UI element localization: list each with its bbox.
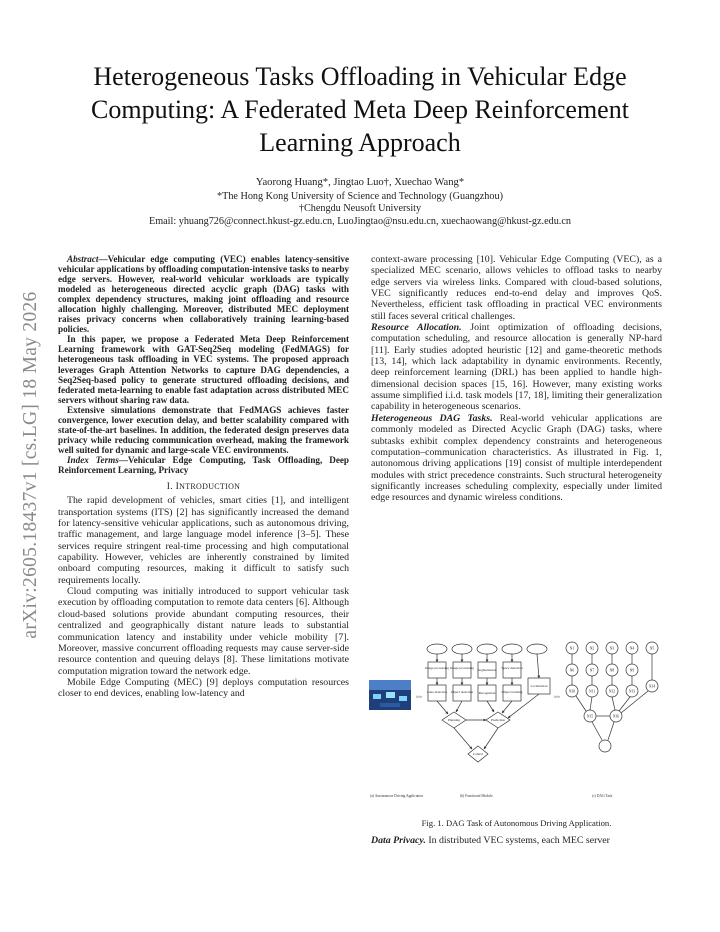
intro-paragraph-1: The rapid development of vehicles, smart cities [1], and intelligent transportation systems (ITS) [2] has significantly increased the demand for latency-sensitive vehicular applications, such as autonomous driving, traffic management, and large language model inference [3–5]. These services require stringent real-time processing and high computational capability. However, vehicles are inherently constrained by limited onboard computing resources, making it difficult to satisfy such requirements locally. (58, 495, 349, 586)
svg-text:N10: N10 (568, 689, 576, 694)
index-terms-label: Index Terms (67, 454, 119, 465)
svg-text:Object tracking: Object tracking (501, 690, 523, 694)
svg-text:Object detection: Object detection (450, 690, 474, 694)
svg-text:Prediction: Prediction (491, 718, 505, 722)
author-block (60, 177, 660, 228)
author-names: Yaorong Huang*, Jingtao Luo†, Xuechao Wang* (255, 177, 465, 188)
subfig-b-label: (b) Functional Module (460, 794, 493, 798)
svg-text:N4: N4 (629, 646, 635, 651)
svg-text:N2: N2 (589, 646, 595, 651)
svg-text:N1: N1 (569, 646, 575, 651)
right-column (371, 254, 662, 504)
svg-text:N16: N16 (612, 714, 620, 719)
svg-text:N11: N11 (588, 689, 596, 694)
svg-text:Recognition: Recognition (478, 691, 496, 695)
data-privacy-paragraph: Data Privacy. In distributed VEC systems, each MEC server (371, 835, 610, 846)
subfig-c-label: (c) DAG Task (592, 794, 613, 798)
svg-text:N15: N15 (586, 714, 594, 719)
driving-scene-image (369, 680, 411, 710)
svg-text:N3: N3 (609, 646, 615, 651)
svg-text:Lane detection: Lane detection (426, 690, 448, 694)
figure-caption: Fig. 1. DAG Task of Autonomous Driving Application. (421, 818, 612, 828)
dag-task-graph (566, 642, 658, 752)
abstract-label: Abstract (67, 254, 99, 264)
abstract (58, 254, 349, 475)
svg-text:Segmentation: Segmentation (477, 668, 497, 672)
left-column (58, 254, 349, 700)
svg-text:Localization: Localization (530, 684, 548, 688)
author-emails: Email: yhuang726@connect.hkust-gz.edu.cn, LuoJingtao@nsu.edu.cn, xuechaowang@hkust-gz.edu.cn (149, 215, 571, 227)
dag-task-figure (368, 608, 666, 808)
section-heading-introduction: I. INTRODUCTION (166, 481, 241, 493)
functional-module-diagram (427, 644, 550, 762)
right-paragraph-1: context-aware processing [10]. Vehicular Edge Computing (VEC), as a specialized MEC scenario, allows vehicles to offload tasks to nearby edge servers via wireless links. Compared with cloud-based solutions, VEC significantly reduces end-to-end delay and improves QoS. Nevertheless, efficient task offloading in practical VEC environments still faces several critical challenges. (371, 254, 662, 322)
svg-text:Image processing: Image processing (450, 666, 474, 670)
svg-text:»»: »» (416, 694, 422, 700)
svg-text:N9: N9 (629, 668, 635, 673)
svg-text:Image processing: Image processing (425, 666, 449, 670)
svg-text:N6: N6 (569, 668, 575, 673)
svg-text:Space detection: Space detection (501, 666, 523, 670)
svg-text:N12: N12 (608, 689, 616, 694)
subfig-a-label: (a) Autonomous Driving Application (370, 794, 424, 798)
svg-text:N13: N13 (628, 689, 636, 694)
abstract-p2: In this paper, we propose a Federated Meta Deep Reinforcement Learning framework with GAT-Seq2Seq modeling (FedMAGS) for heterogeneous task offloading in VEC systems. The proposed approach leverages Graph Attention Networks to capture DAG dependencies, a Seq2Seq-based policy to generate structured offloading decisions, and federated meta-learning to enable fast adaptation across distributed MEC servers without sharing raw data. (58, 334, 349, 405)
affiliation-1: *The Hong Kong University of Science and Technology (Guangzhou) (217, 190, 503, 202)
svg-text:Planning: Planning (447, 718, 461, 722)
svg-text:N7: N7 (589, 668, 595, 673)
index-terms: —Vehicular Edge Computing, Task Offloading, Deep Reinforcement Learning, Privacy (58, 454, 349, 475)
abstract-p3: Extensive simulations demonstrate that FedMAGS achieves faster convergence, lower execution delay, and better scalability compared with state-of-the-art baselines. In addition, the federated design preserves data privacy while reducing communication overhead, making the framework well suited for dynamic and large-scale VEC environments. (58, 404, 349, 455)
intro-paragraph-2: Cloud computing was initially introduced to support vehicular task execution by offloading computation to remote data centers [6]. Although cloud-based solutions provide abundant computing resources, their centralized and geographically distant nature leads to substantial communication latency and instability under vehicle mobility [7]. Moreover, massive concurrent offloading requests may cause server-side resource contention and queuing delays [8]. These limitations motivate computation migration toward the network edge. (58, 586, 349, 677)
svg-text:Control: Control (472, 752, 484, 756)
paper-title: Heterogeneous Tasks Offloading in Vehicular Edge Computing: A Federated Meta Deep Reinforcement Learning Approach (91, 62, 629, 157)
svg-text:N8: N8 (609, 668, 615, 673)
arxiv-sidebar-stamp (14, 255, 48, 675)
arxiv-id: arXiv:2605.18437v1 [cs.LG] 18 May 2026 (20, 291, 41, 639)
intro-paragraph-3: Mobile Edge Computing (MEC) [9] deploys computation resources closer to end devices, enabling low-latency and (58, 676, 349, 700)
svg-text:»»: »» (554, 694, 560, 700)
svg-text:N14: N14 (648, 684, 656, 689)
svg-text:N5: N5 (649, 646, 655, 651)
resource-allocation-paragraph: Resource Allocation. Joint optimization of offloading decisions, computation scheduling, and resource allocation is generally NP-hard [11]. Early studies adopted heuristic [12] and game-theoretic methods [13, 14], which lack adaptability in dynamic environments. Recently, deep reinforcement learning (DRL) has been applied to handle high-dimensional decision spaces [15, 16]. However, many existing works assume simplified i.i.d. task models [17, 18], limiting their generalization capability in heterogeneous scenarios. (371, 322, 662, 413)
affiliation-2: †Chengdu Neusoft University (298, 203, 422, 214)
figure-1 (368, 608, 666, 808)
abstract-p1: —Vehicular edge computing (VEC) enables latency-sensitive vehicular applications by offloading computation-intensive tasks to nearby edge servers. However, real-world vehicular workloads are typically modeled as heterogeneous directed acyclic graph (DAG) tasks with complex dependency structures, making joint offloading and resource allocation highly challenging. Moreover, distributed MEC deployment raises privacy concerns when collaboratively training learning-based policies. (58, 254, 349, 335)
dag-tasks-paragraph: Heterogeneous DAG Tasks. Real-world vehicular applications are commonly modeled as Directed Acyclic Graph (DAG) tasks, where subtasks exhibit complex dependency constraints and heterogeneous computation–communication characteristics. As illustrated in Fig. 1, autonomous driving applications [19] consist of multiple interdependent modules with strict precedence constraints. Such structural heterogeneity significantly increases scheduling complexity, especially under limited edge resources and dynamic wireless conditions. (371, 412, 662, 504)
